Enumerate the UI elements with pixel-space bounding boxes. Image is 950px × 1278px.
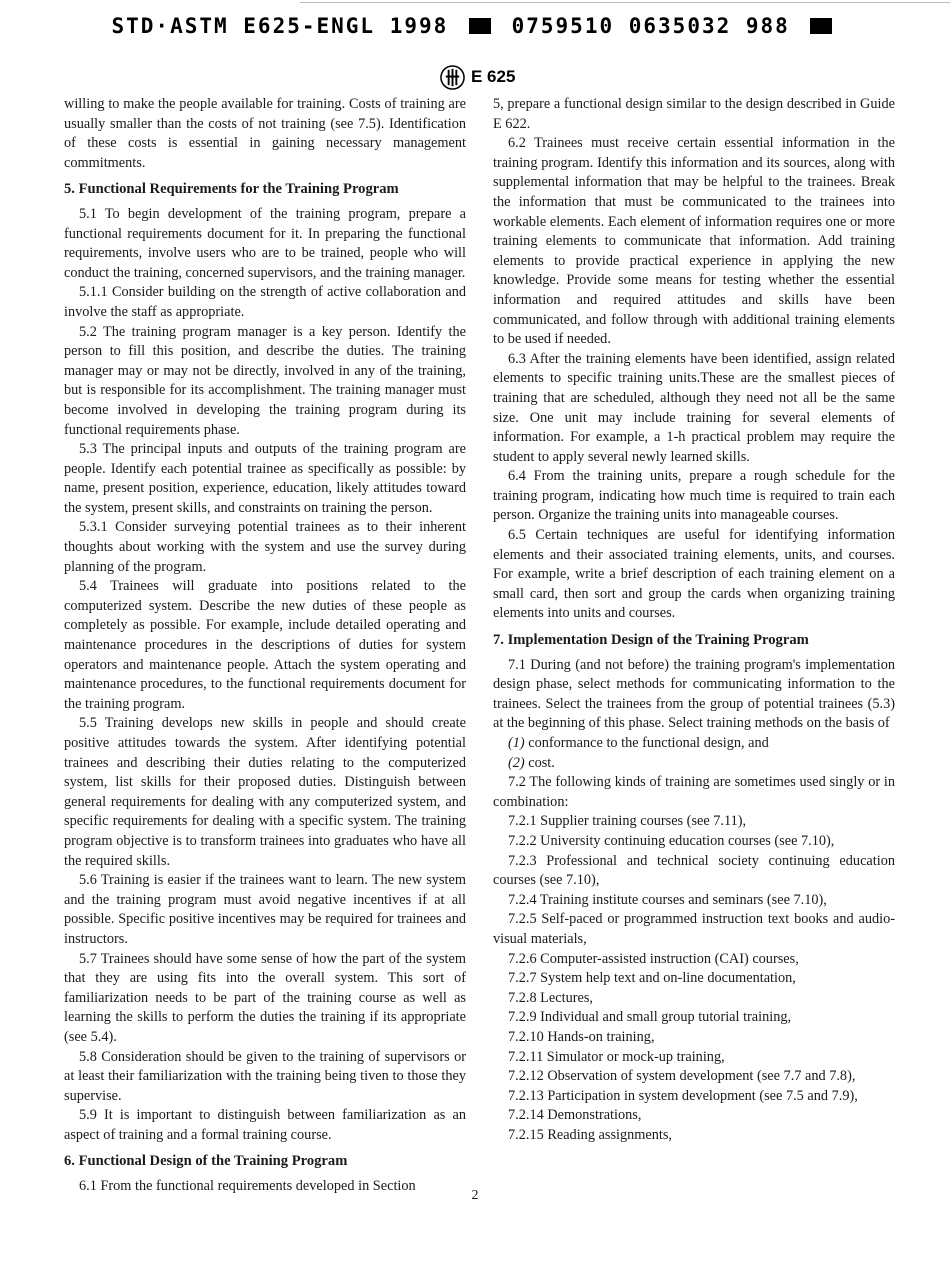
stamp-black-block (469, 18, 491, 34)
list-item (493, 754, 895, 774)
stamp-black-block (810, 18, 832, 34)
paragraph: 7.2.11 Simulator or mock-up training, (508, 1048, 725, 1065)
list-item-number: (1) (508, 735, 525, 751)
section-heading: 5. Functional Requirements for the Training Program (64, 181, 399, 198)
paragraph: 5.4 Trainees will graduate into positions related to the computerized system. Describe the new duties of these people as completely as possible. For example, include detailed operating and maintenance procedures in the descriptions of duties for system operators and maintenance people. Attach the system operating and maintenance procedures, to the functional requirements document for the training program. (64, 578, 466, 712)
right-column (493, 95, 895, 1145)
list-item-text: conformance to the functional design, and (524, 735, 769, 751)
paragraph: 7.2.5 Self-paced or programmed instruction text books and audio-visual materials, (493, 911, 895, 947)
paragraph: 7.2.14 Demonstrations, (508, 1107, 642, 1124)
astm-logo-icon (440, 65, 465, 90)
paragraph: 6.3 After the training elements have been identified, assign related elements to specific training units.These are the smallest pieces of training that are scheduled, although they need not all be the same size. One unit may include training for several elements of information. For example, a 1-h practical problem may require the student to apply several newly learned skills. (493, 350, 895, 465)
paragraph: 5, prepare a functional design similar to the design described in Guide E 622. (493, 96, 895, 132)
paragraph: 5.3.1 Consider surveying potential trainees as to their inherent thoughts about working with the system and use the survey during planning of the program. (64, 519, 466, 575)
scan-rule-line (300, 2, 950, 3)
paragraph: 7.2.7 System help text and on-line documentation, (508, 970, 796, 987)
document-stamp (0, 14, 950, 38)
paragraph: 6.2 Trainees must receive certain essential information in the training program. Identify this information and its sources, along with supplemental information that may be helpful to the trainees. Break the information that must be communicated to the trainees into workable elements. Each element of information requires one or more training elements to communicate that information. Add training elements to provide practical experience in applying the new knowledge. Provide some means for testing whether the essential information and required attitudes and skills have been communicated, and follow through with additional training elements to be used if needed. (493, 135, 895, 348)
paragraph: 7.2.6 Computer-assisted instruction (CAI) courses, (508, 950, 799, 967)
paragraph: 7.1 During (and not before) the training program's implementation design phase, select methods for communicating information to the trainees. Select the trainees from the group of potential trainees (5.3) at the beginning of this phase. Select training methods on the basis of (493, 656, 895, 732)
stamp-codes: 0759510 0635032 988 (511, 14, 790, 38)
paragraph: willing to make the people available for training. Costs of training are usually smaller than the costs of not training (see 7.5). Identification of these costs is essential in gaining necessary management commitments. (64, 96, 466, 171)
paragraph: 7.2 The following kinds of training are sometimes used singly or in combination: (493, 774, 895, 810)
paragraph: 5.9 It is important to distinguish between familiarization as an aspect of training and a formal training course. (64, 1107, 466, 1143)
paragraph: 6.4 From the training units, prepare a rough schedule for the training program, indicating how much time is required to train each person. Organize the training units into manageable courses. (493, 468, 895, 524)
list-item-text: cost. (524, 754, 555, 771)
paragraph: 5.8 Consideration should be given to the training of supervisors or at least their familiarization with the training being tiven to those they supervise. (64, 1048, 466, 1104)
paragraph: 7.2.1 Supplier training courses (see 7.11), (508, 813, 747, 830)
stamp-designation: STD·ASTM E625-ENGL 1998 (111, 14, 449, 38)
paragraph: 5.6 Training is easier if the trainees want to learn. The new system and the training program must avoid negative incentives if at all possible. Specific positive incentives may be required for trainees and instructors. (64, 872, 466, 947)
left-column (64, 95, 466, 1197)
paragraph: 7.2.9 Individual and small group tutorial training, (508, 1009, 792, 1026)
section-heading: 7. Implementation Design of the Training Program (493, 632, 809, 649)
section-heading: 6. Functional Design of the Training Program (64, 1153, 348, 1170)
list-item (493, 734, 895, 754)
paragraph: 7.2.3 Professional and technical society continuing education courses (see 7.10), (493, 852, 895, 889)
paragraph: 6.5 Certain techniques are useful for identifying information elements and their associated training elements, units, and courses. For example, write a brief description of each training element on a small card, then sort and group the cards when organizing training elements into units and courses. (493, 527, 895, 622)
paragraph: 5.5 Training develops new skills in people and should create positive attitudes towards the system. After identifying potential trainees and describing their duties relating to the computerized system, list skills for their proposed duties. Distinguish between general requirements for dealing with any computerized system, and specific requirements for dealing with a specific system. The training program objective is to transform trainees into graduates who have all the required skills. (64, 715, 466, 869)
paragraph: 5.7 Trainees should have some sense of how the part of the system that they are using fits into the overall system. This sort of familiarization needs to be part of the training course as well as learning the skills to perform the duties the training if its appropriate (see 5.4). (64, 950, 466, 1045)
paragraph: 7.2.15 Reading assignments, (508, 1126, 673, 1143)
paragraph: 7.2.13 Participation in system development (see 7.5 and 7.9), (508, 1087, 858, 1104)
paragraph: 7.2.12 Observation of system development (see 7.7 and 7.8), (508, 1068, 856, 1085)
paragraph: 7.2.8 Lectures, (508, 989, 593, 1006)
paragraph: 5.2 The training program manager is a key person. Identify the person to fill this position, and describe the duties. The training manager may or may not be directly, involved in any of the training, but is responsible for its accomplishment. The training manager must become involved in developing the training program during its functional requirements phase. (64, 323, 466, 438)
standard-designation: E 625 (471, 67, 516, 86)
paragraph: 5.3 The principal inputs and outputs of the training program are people. Identify each potential trainee as specifically as possible: by name, present position, experience, education, likely attitudes toward the system, present skills, and constraints on training the person. (64, 441, 466, 516)
paragraph: 7.2.4 Training institute courses and seminars (see 7.10), (508, 891, 827, 908)
paragraph: 7.2.2 University continuing education courses (see 7.10), (508, 832, 835, 849)
page-header (440, 63, 515, 91)
paragraph: 6.1 From the functional requirements developed in Section (79, 1178, 416, 1195)
paragraph: 5.1.1 Consider building on the strength of active collaboration and involve the staff as appropriate. (64, 284, 466, 320)
paragraph: 5.1 To begin development of the training program, prepare a functional requirements document for it. In preparing the functional requirements, involve users who are to be trained, people who will conduct the training, concerned supervisors, and the training manager. (64, 205, 466, 281)
paragraph: 7.2.10 Hands-on training, (508, 1028, 655, 1045)
list-item-number: (2) (508, 754, 525, 771)
page-number: 2 (471, 1188, 479, 1203)
